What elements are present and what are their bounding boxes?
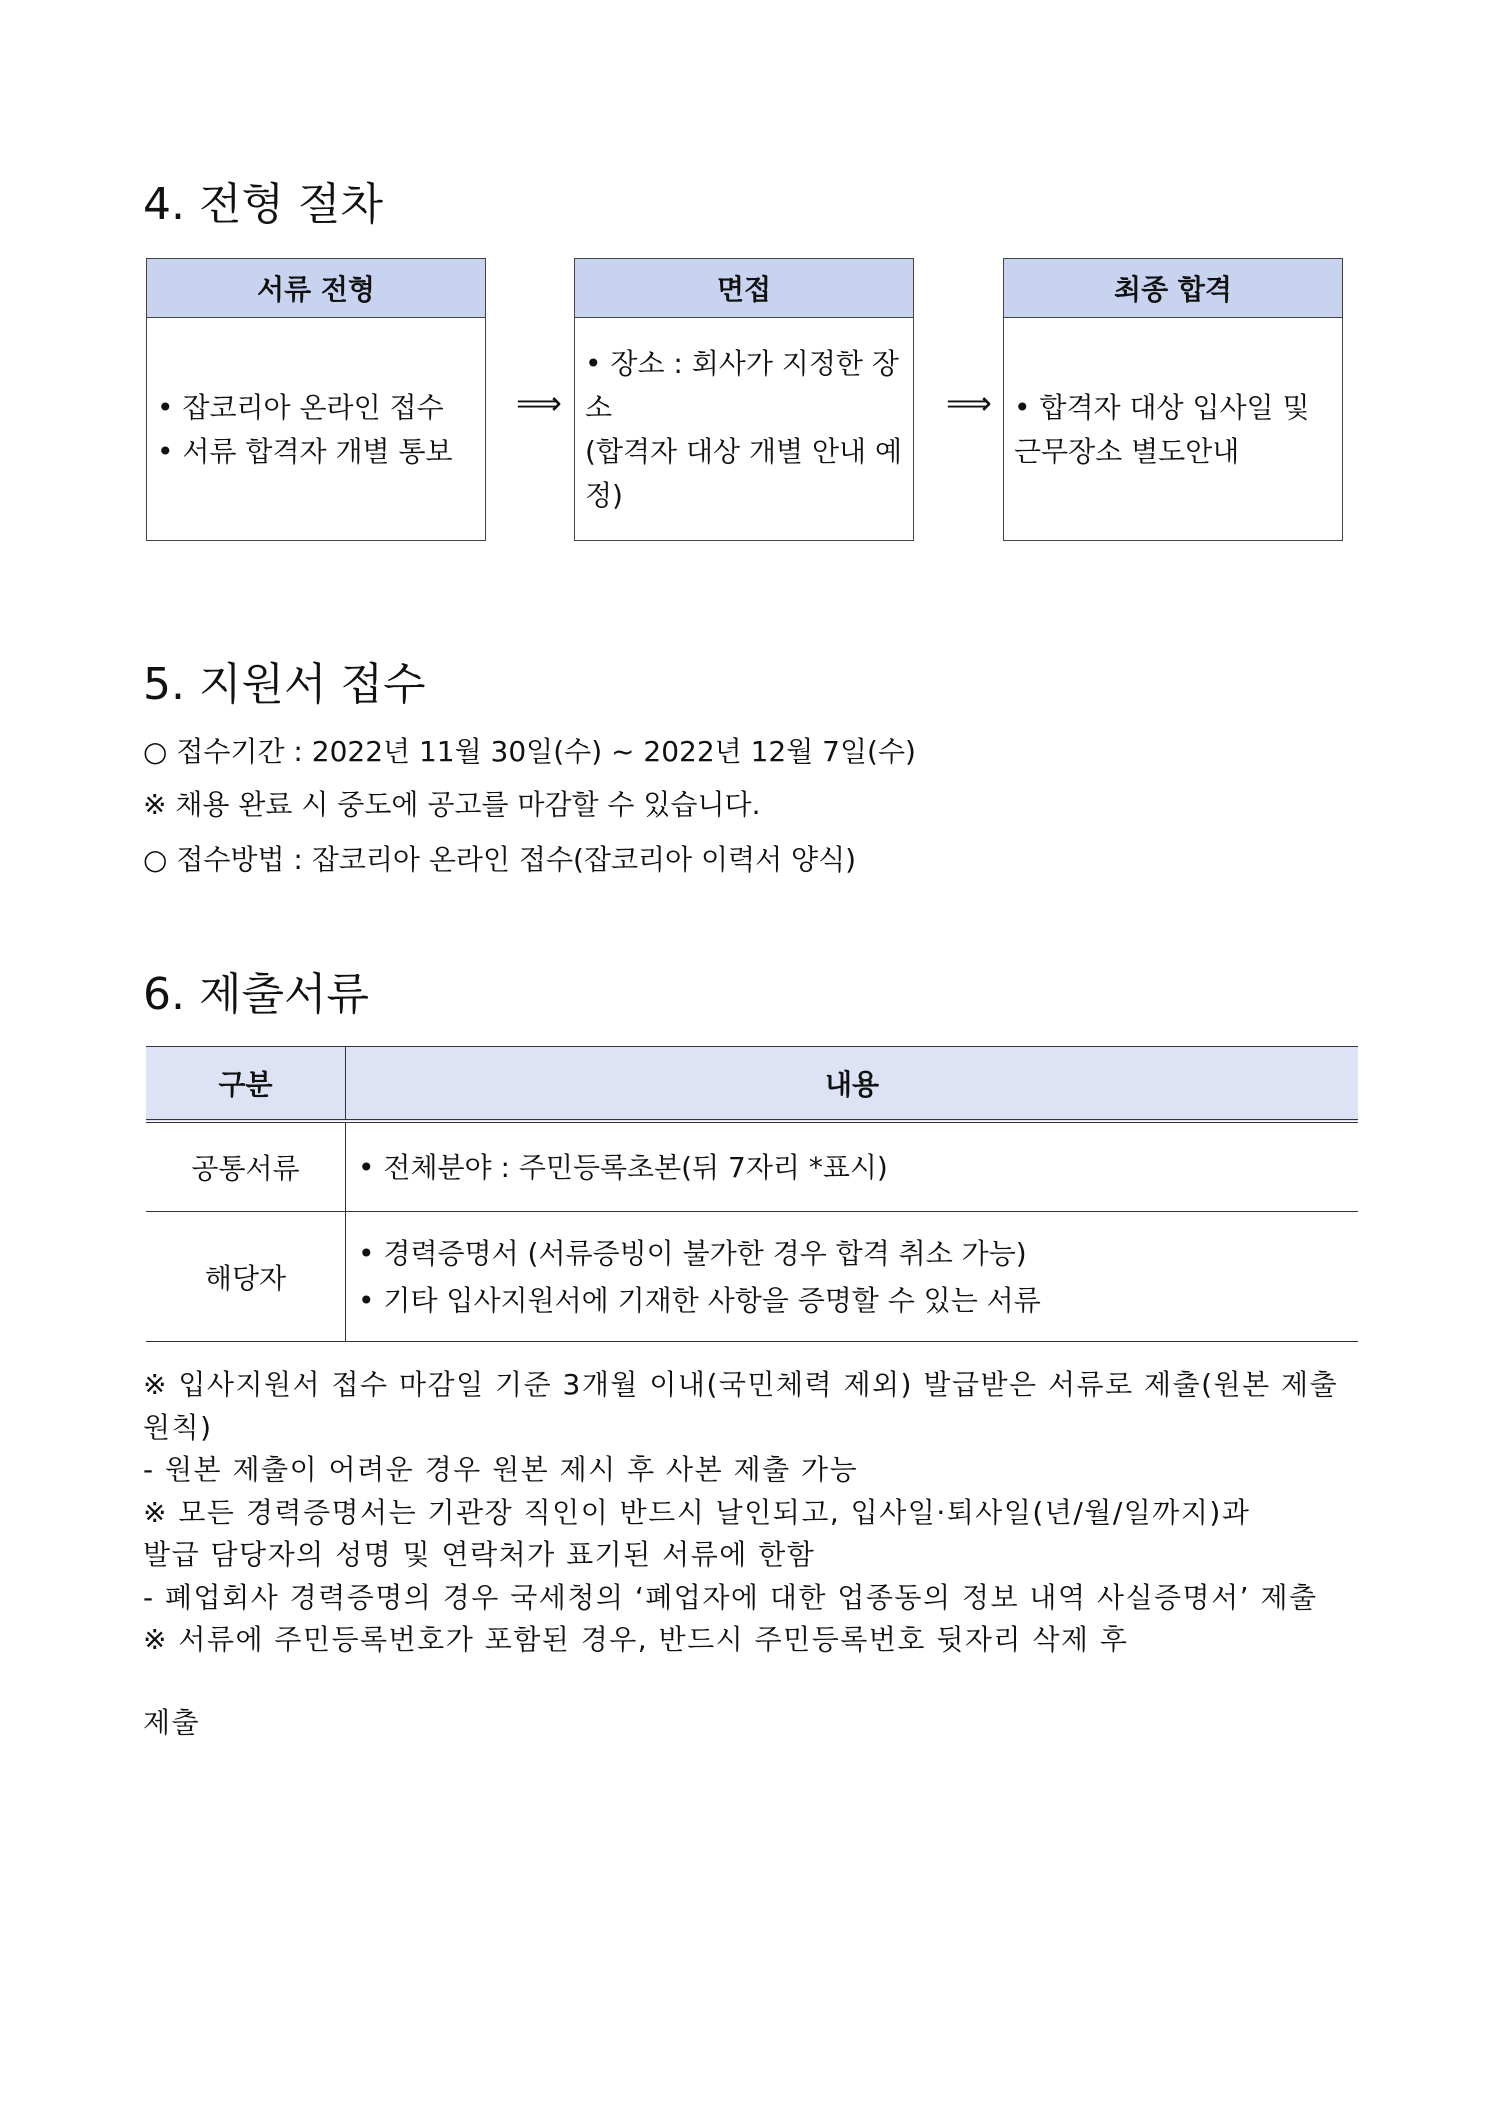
step-interview (574, 258, 914, 541)
section-5-title: 5. 지원서 접수 (143, 659, 426, 710)
submission-notes (143, 1364, 1349, 1744)
early-close-note: ※ 채용 완료 시 중도에 공고를 마감할 수 있습니다. (143, 788, 761, 821)
step-line: • 장소 : 회사가 지정한 장소 (585, 346, 899, 424)
category-cell: 공통서류 (146, 1121, 346, 1212)
content-cell (346, 1121, 1359, 1212)
right-arrow-icon: ⟹ (516, 384, 562, 422)
content-cell (346, 1212, 1359, 1342)
step-title: 최종 합격 (1004, 259, 1342, 318)
section-4-title: 4. 전형 절차 (143, 179, 383, 230)
note-line: 발급 담당자의 성명 및 연락처가 표기된 서류에 한함 (143, 1538, 816, 1571)
step-document-screening (146, 258, 486, 541)
category-cell: 해당자 (146, 1212, 346, 1342)
content-line: • 경력증명서 (서류증빙이 불가한 경우 합격 취소 가능) (358, 1236, 1027, 1270)
content-line: • 기타 입사지원서에 기재한 사항을 증명할 수 있는 서류 (358, 1283, 1041, 1317)
right-arrow-icon: ⟹ (946, 384, 992, 422)
application-period: ○ 접수기간 : 2022년 11월 30일(수) ~ 2022년 12월 7일(수) (143, 735, 916, 768)
step-line: • 잡코리아 온라인 접수 (157, 390, 444, 424)
note-line: - 폐업회사 경력증명의 경우 국세청의 ‘폐업자에 대한 업종동의 정보 내역 사실증명서’ 제출 (143, 1580, 1318, 1614)
application-method: ○ 접수방법 : 잡코리아 온라인 접수(잡코리아 이력서 양식) (143, 843, 857, 876)
step-body (575, 318, 913, 541)
step-line: • 합격자 대상 입사일 및 근무장소 별도안내 (1014, 390, 1310, 468)
column-header: 내용 (346, 1047, 1359, 1122)
step-body (1004, 318, 1342, 541)
table-row (146, 1212, 1358, 1342)
table-row (146, 1121, 1358, 1212)
table-header-row (146, 1047, 1358, 1122)
documents-table (146, 1046, 1358, 1342)
note-line: ※ 입사지원서 접수 마감일 기준 3개월 이내(국민체력 제외) 발급받은 서류로 제출(원본 제출 원칙) (143, 1368, 1339, 1444)
step-line: (합격자 대상 개별 안내 예정) (585, 434, 903, 512)
note-line: ※ 서류에 주민등록번호가 포함된 경우, 반드시 주민등록번호 뒷자리 삭제 후 (143, 1623, 1129, 1656)
step-title: 서류 전형 (147, 259, 485, 318)
content-line: • 전체분야 : 주민등록초본(뒤 7자리 *표시) (358, 1150, 888, 1184)
column-header: 구분 (146, 1047, 346, 1122)
section-6-title: 6. 제출서류 (143, 969, 369, 1020)
step-title: 면접 (575, 259, 913, 318)
note-line: ※ 모든 경력증명서는 기관장 직인이 반드시 날인되고, 입사일·퇴사일(년/월/일까지)과 (143, 1495, 1251, 1529)
step-line: • 서류 합격자 개별 통보 (157, 434, 453, 468)
step-final-pass (1003, 258, 1343, 541)
note-line: - 원본 제출이 어려운 경우 원본 제시 후 사본 제출 가능 (143, 1453, 859, 1486)
step-body (147, 318, 485, 541)
note-line: 제출 (143, 1705, 201, 1739)
